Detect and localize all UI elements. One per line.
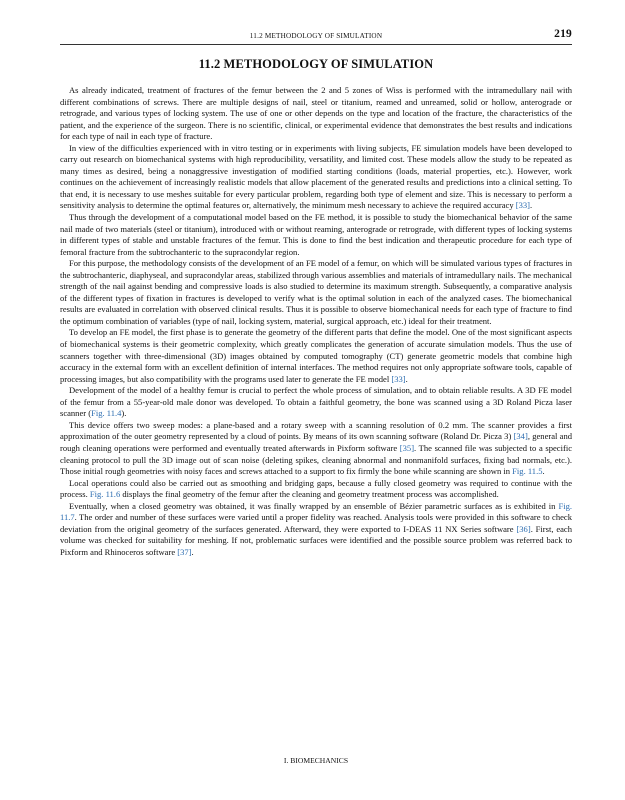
body-paragraph — [60, 385, 572, 420]
body-paragraph — [60, 478, 572, 501]
paragraph-text: This device offers two sweep modes: a plane-based and a rotary sweep with a scanning resolution of 0.2 mm. The scanner provides a first approximation of the outer geometry represented by a cloud of points. By means of its own scanning software (Roland Dr. Picza 3) — [60, 419, 572, 442]
paragraph-text: . First, each volume was checked for suitability for meshing. If not, problematic surfaces were identified and the possible source problem was referred back to Pixform and Rhinoceros software — [60, 523, 572, 557]
citation-link[interactable]: [36] — [516, 523, 531, 534]
running-header — [60, 28, 572, 45]
paragraph-text: For this purpose, the methodology consists of the development of an FE model of a femur, on which will be simulated various types of fractures in the subtrochanteric, diaphyseal, and supracondylar areas, stabilized through various assemblies and materials of intramedullary nails. The mechanical strength of the nail against bending and compressive loads is also studied to determine its maximum strength. Subsequently, a comparative analysis of the different types of fixation in fractures is developed to verify what is the optimal solution in each of the analyzed cases. The biomechanical results are evaluated in correlation with observed clinical results. Thus it is possible to observe biomechanical needs for each type of fracture to find the optimum combination of variables (type of nail, locking system, material, surgical approach, etc.) ideal for their treatment. — [60, 258, 572, 326]
paragraph-text: , general and rough cleaning operations were performed and eventually treated afterwards in Pixform software — [60, 431, 572, 453]
paragraph-text: Development of the model of a healthy femur is crucial to perfect the whole process of simulation, and to obtain reliable results. A 3D FE model of the femur from a 55-year-old male donor was developed. To obtain a faithful geometry, the bone was scanned using a 3D Roland Picza laser scanner ( — [60, 385, 572, 419]
paragraph-text: . — [529, 200, 533, 211]
paragraph-text: . — [542, 466, 545, 477]
body-paragraph — [60, 420, 572, 478]
body-text — [60, 85, 572, 558]
citation-link[interactable]: [37] — [177, 546, 192, 557]
paragraph-text: . The scanned file was subjected to a specific cleaning protocol to pull the 3D image out of scan noise (deleting spikes, cleaning abnormal and nonmanifold surfaces, fixing bad normals, etc.). Those initial rough geometries with noisy faces and screws attached to a support to fix firmly the bone while scanning are shown in — [60, 442, 572, 477]
paragraph-text: In view of the difficulties experienced with in vitro testing or in experiments with living subjects, FE simulation models have been developed to carry out research on biomechanical systems with high reproducibility, versatility, and limited cost. These models allow the study to be repeated as many times as desired, being a nonaggressive investigation of modified starting conditions (loads, material properties, etc.). However, work continues on the achievement of increasingly realistic models that allow placement of the generated results and predictions into a clinical setting. To that end, it is necessary to use meshes suitable for every particular problem, regarding both type of element and size. This is necessary to perform a sensitivity analysis to determine the optimal features or, alternatively, the minimum mesh necessary to achieve the required accuracy — [60, 142, 572, 211]
paragraph-text: Local operations could also be carried out as smoothing and bridging gaps, because a fully closed geometry was required to continue with the process. — [60, 477, 572, 500]
section-heading: 11.2 METHODOLOGY OF SIMULATION — [198, 57, 434, 71]
citation-link[interactable]: [33] — [515, 200, 530, 211]
paragraph-text: . — [405, 373, 408, 384]
body-paragraph — [60, 212, 572, 258]
citation-link[interactable]: [34] — [513, 431, 528, 442]
citation-link[interactable]: Fig. 11.6 — [89, 489, 121, 500]
paragraph-text: ). — [121, 408, 127, 419]
citation-link[interactable]: [33] — [391, 373, 406, 384]
citation-link[interactable]: Fig. 11.7 — [60, 500, 572, 523]
paragraph-text: . — [191, 546, 194, 557]
page — [60, 28, 572, 788]
running-title: 11.2 METHODOLOGY OF SIMULATION — [249, 32, 383, 40]
citation-link[interactable]: [35] — [399, 442, 415, 453]
citation-link[interactable]: Fig. 11.4 — [91, 408, 122, 419]
paragraph-text: To develop an FE model, the first phase is to generate the geometry of the different parts that define the model. One of the most significant aspects of biomechanical systems is their geometric complexity, which greatly complicates the generation of accurate simulation models. Thus the use of scanners together with three-dimensional (3D) images obtained by computed tomography (CT) generate geometric models that combine high accuracy in the external form with an excellent definition of internal interfaces. The method requires not only appropriate software tools, capable of processing images, but also compatibility with the programs used later to generate the FE model — [60, 327, 572, 384]
paragraph-text: displays the final geometry of the femur after the cleaning and geometry treatment process was accomplished. — [120, 489, 499, 500]
paragraph-text: As already indicated, treatment of fractures of the femur between the 2 and 5 zones of Wiss is performed with the intramedullary nail with different combinations of screws. There are multiple designs of nail, steel or titanium, reamed and unreamed, solid or hollow, anterograde or retrograde, and various types of locking system. The use of one or other depends on the type and location of the fracture, the characteristics of the patient, and the experience of the surgeon. There is no scientific, clinical, or experimental evidence that demonstrates the best results and indications for each type of nail in each type of fracture. — [60, 85, 572, 142]
body-paragraph — [60, 327, 572, 385]
body-paragraph — [60, 85, 572, 143]
paragraph-text: . The order and number of these surfaces were varied until a proper fidelity was reached. Analysis tools were provided in this software to check deviation from the original geometry of the surfaces generated. Afterward, they were exported to I-DEAS 11 NX Series software — [60, 512, 572, 534]
paragraph-text: Eventually, when a closed geometry was obtained, it was finally wrapped by an ensemble of Bézier parametric surfaces as is exhibited in — [69, 500, 559, 511]
page-footer: I. BIOMECHANICS — [283, 756, 349, 765]
citation-link[interactable]: Fig. 11.5 — [512, 466, 543, 477]
paragraph-text: Thus through the development of a computational model based on the FE method, it is possible to study the biomechanical behavior of the same nail made of two materials (steel or titanium), introduced with or without reaming, anterograde or retrograde, with different types of locking systems in different types of stable and unstable fractures of the femur. This is done to find the best indication and therapeutic procedure for each type of femoral fracture from the subtrochanteric to the supracondylar region. — [60, 212, 572, 257]
body-paragraph — [60, 501, 572, 559]
page-number: 219 — [554, 28, 572, 40]
body-paragraph — [60, 143, 572, 212]
body-paragraph — [60, 258, 572, 327]
